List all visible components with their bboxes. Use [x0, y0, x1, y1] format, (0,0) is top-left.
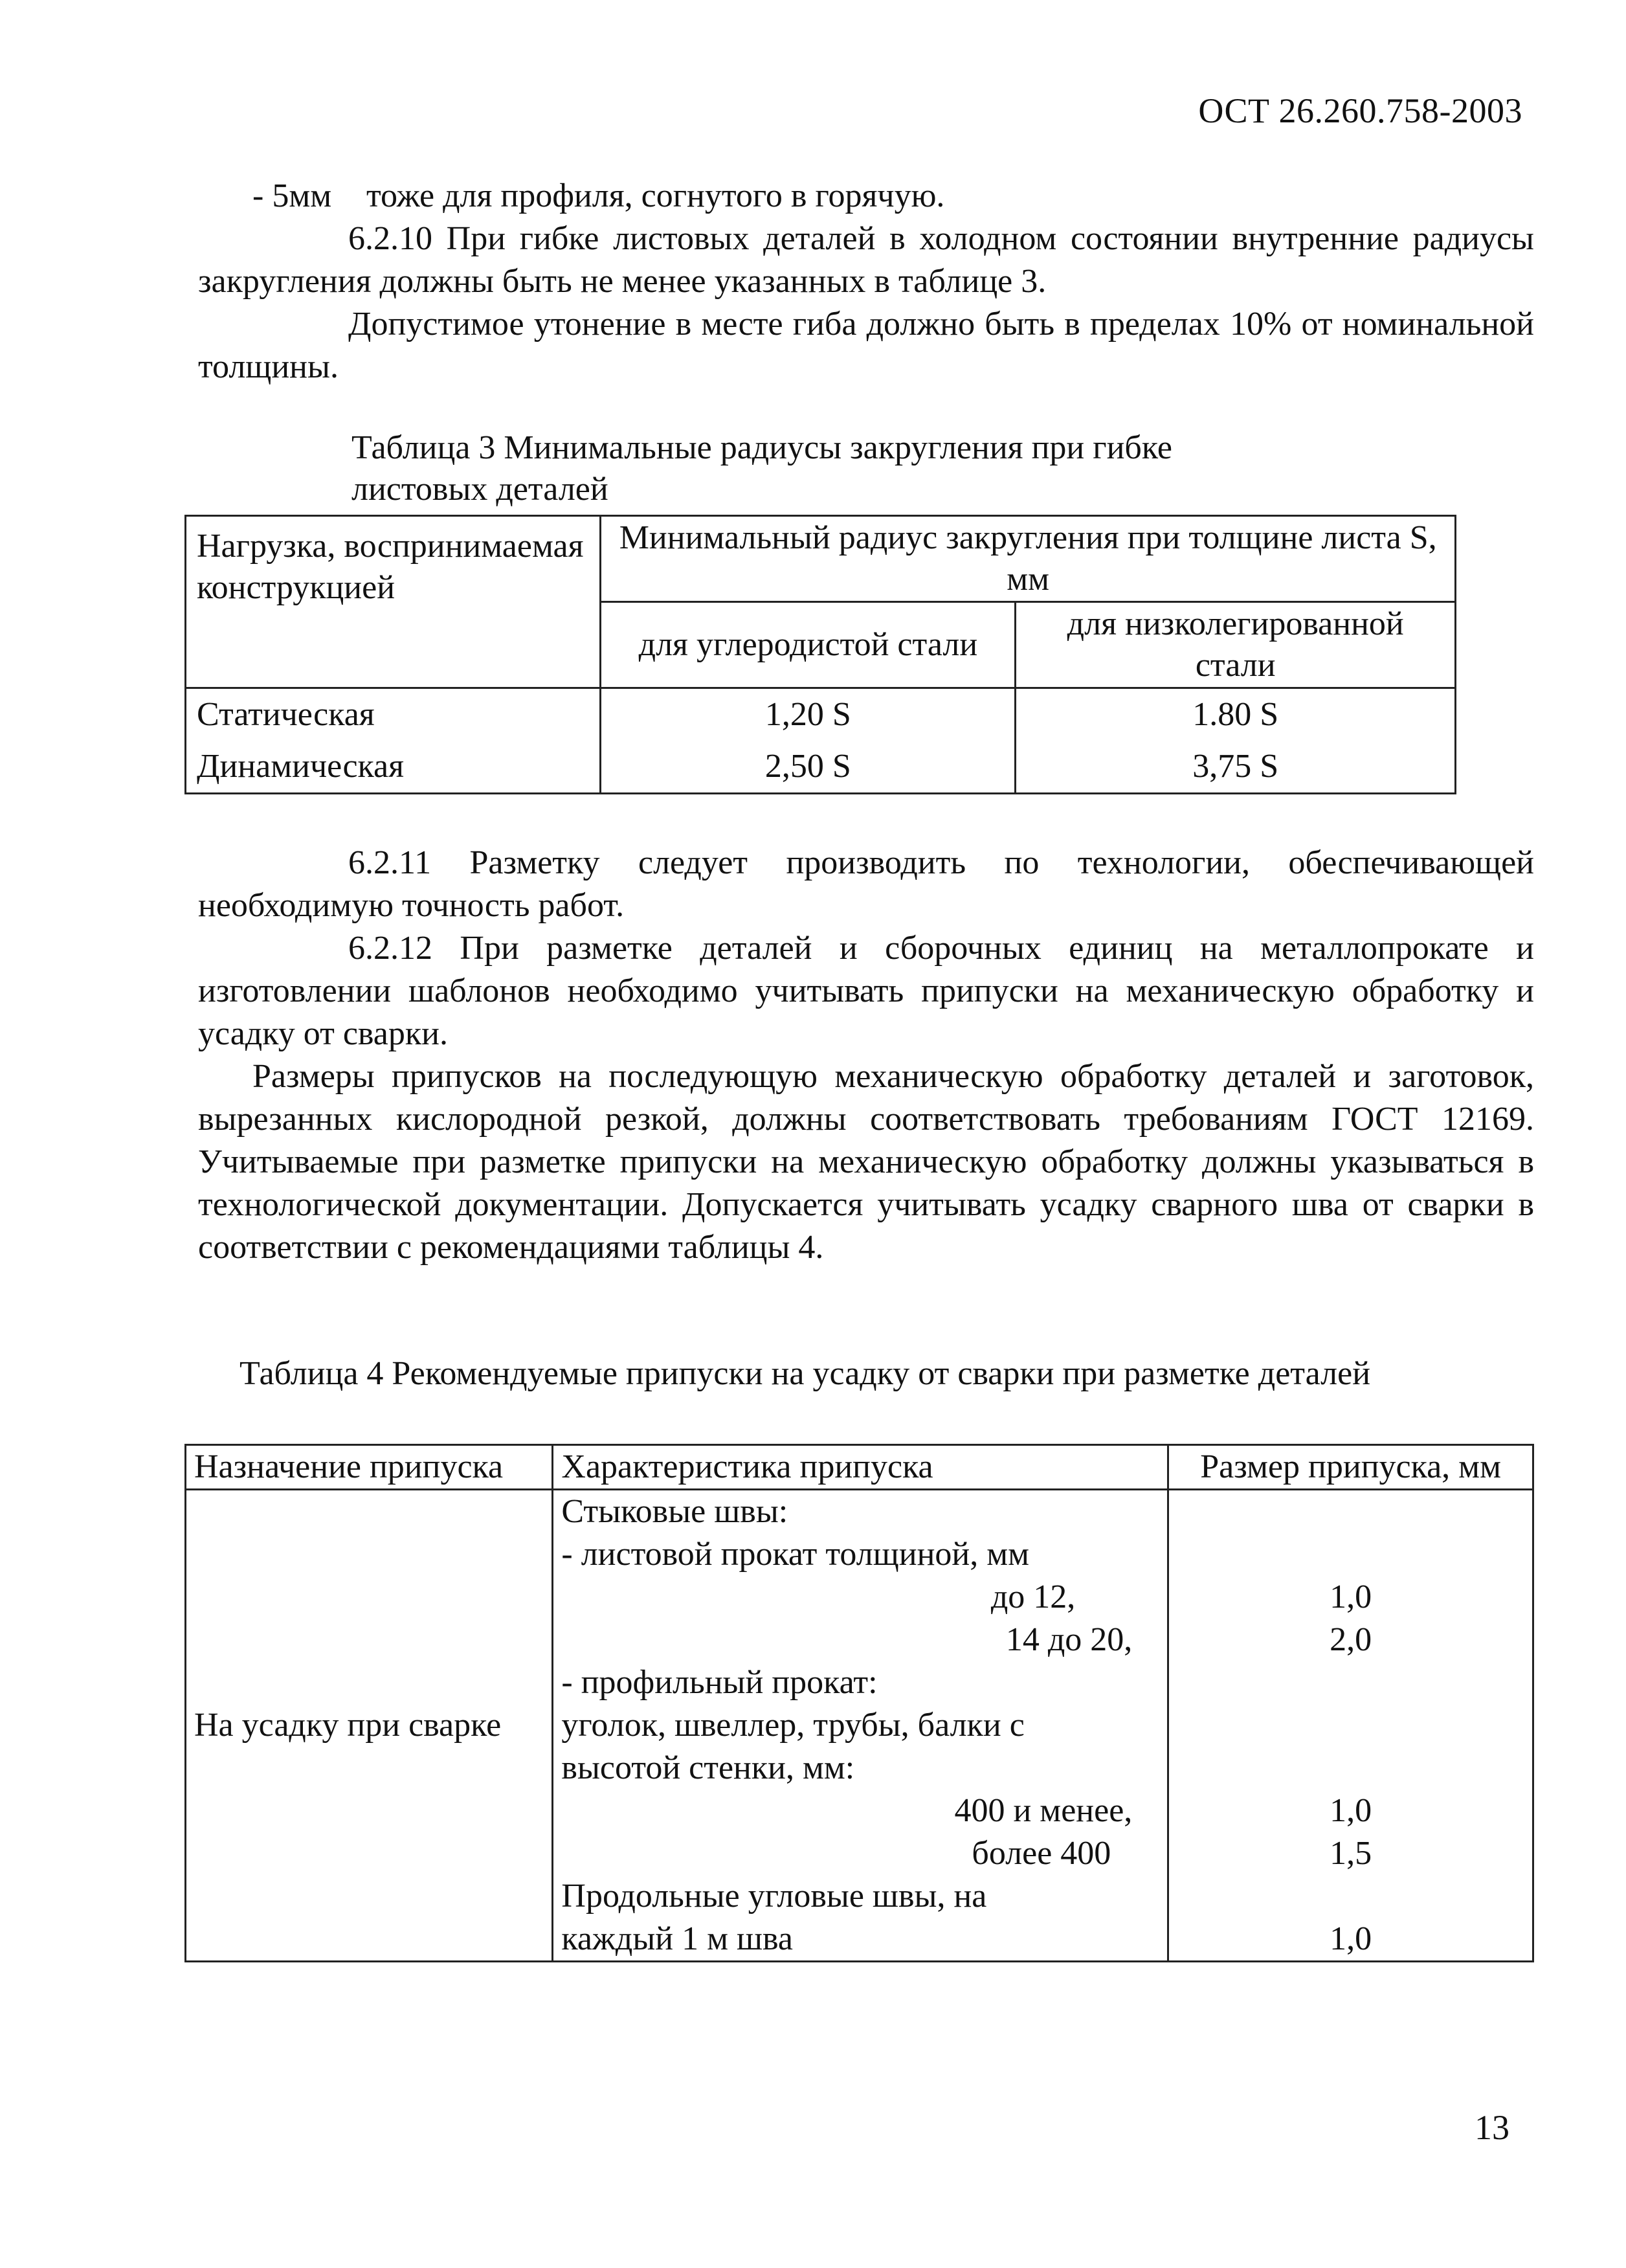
table4-head-purpose: Назначение припуска	[186, 1445, 553, 1490]
paragraph-6-2-11: 6.2.11 Разметку следует производить по технологии, обеспечивающей необходимую точность работ.	[198, 844, 1534, 924]
table4-caption: Таблица 4 Рекомендуемые припуски на усадку от сварки при разметке деталей	[239, 1355, 1371, 1392]
table4-header-row	[186, 1445, 1533, 1490]
table3-caption-line2: листовых деталей	[351, 471, 608, 508]
paragraph-6-2-12: 6.2.12 При разметке деталей и сборочных единиц на металлопрокате и изготовлении шаблонов необходимо учитывать припуски на механическую обработку и усадку от сварки.	[198, 930, 1534, 1052]
table4-head-size: Размер припуска, мм	[1168, 1445, 1533, 1490]
list-item: - профильный прокат:	[561, 1664, 878, 1701]
table4-cell-character	[553, 1490, 1168, 1962]
table3-cell-lowalloy: 3,75 S	[1016, 741, 1456, 794]
middle-text-block	[198, 842, 1534, 1269]
table-row	[186, 688, 1456, 741]
table3-cell-load: Динамическая	[186, 741, 601, 794]
list-item: Стыковые швы:	[561, 1493, 788, 1530]
table3-cell-carbon: 1,20 S	[601, 688, 1016, 741]
table3	[184, 515, 1456, 794]
list-item	[1177, 1490, 1524, 1533]
table4-head-character: Характеристика припуска	[553, 1445, 1168, 1490]
document-code: ОСТ 26.260.758-2003	[1198, 91, 1522, 130]
paragraph-allowances: Размеры припусков на последующую механическую обработку деталей и заготовок, вырезанных кислородной резкой, должны соответствовать требованиям ГОСТ 12169. Учитываемые при разметке припуски на механическую обработку должны указываться в технологической документации. Допускается учитывать усадку сварного шва от сварки в соответствии с рекомендациями таблицы 4.	[198, 1058, 1534, 1266]
table3-header-row1	[186, 516, 1456, 602]
list-item: 1,5	[1330, 1835, 1372, 1872]
list-item	[1177, 1875, 1524, 1918]
dash-item-text: тоже для профиля, согнутого в горячую.	[366, 177, 945, 214]
table3-cell-carbon: 2,50 S	[601, 741, 1016, 794]
table4	[184, 1444, 1534, 1962]
paragraph-thinning: Допустимое утонение в месте гиба должно быть в пределах 10% от номинальной толщины.	[198, 306, 1534, 385]
table3-cell-load: Статическая	[186, 688, 601, 741]
list-item: - листовой прокат толщиной, мм	[561, 1536, 1030, 1573]
table4-cell-size	[1168, 1490, 1533, 1962]
list-item: 2,0	[1330, 1621, 1372, 1658]
paragraph-6-2-10: 6.2.10 При гибке листовых деталей в холодном состоянии внутренние радиусы закругления должны быть не менее указанных в таблице 3.	[198, 220, 1534, 300]
page-number: 13	[1475, 2108, 1509, 2147]
list-item: Продольные угловые швы, на	[561, 1878, 987, 1914]
list-item: 400 и менее,	[954, 1792, 1133, 1829]
table3-caption	[351, 427, 1322, 510]
table3-head-carbon: для углеродистой стали	[601, 602, 1016, 688]
table3-head-radius: Минимальный радиус закругления при толщине листа S, мм	[601, 516, 1456, 602]
dash-item	[198, 175, 1534, 218]
list-item	[1177, 1661, 1524, 1704]
list-item: каждый 1 м шва	[561, 1920, 793, 1957]
list-item	[1177, 1704, 1524, 1747]
table-row	[186, 1490, 1533, 1962]
table4-cell-purpose: На усадку при сварке	[186, 1490, 553, 1962]
table3-head-lowalloy: для низколегированной стали	[1016, 602, 1456, 688]
list-item: 1,0	[1330, 1578, 1372, 1615]
list-item: 1,0	[1330, 1792, 1372, 1829]
list-item: 14 до 20,	[1005, 1621, 1133, 1658]
list-item	[1177, 1747, 1524, 1790]
table3-cell-lowalloy: 1.80 S	[1016, 688, 1456, 741]
list-item: высотой стенки, мм:	[561, 1749, 855, 1786]
table-row	[186, 741, 1456, 794]
dash-item-value: - 5мм	[252, 177, 332, 214]
table3-head-load: Нагрузка, воспринимаемая конструкцией	[186, 516, 601, 688]
list-item	[1177, 1533, 1524, 1576]
list-item: до 12,	[990, 1578, 1076, 1615]
table3-caption-line1: Таблица 3 Минимальные радиусы закругления при гибке	[351, 429, 1172, 466]
top-text-block	[198, 175, 1534, 388]
list-item: уголок, швеллер, трубы, балки с	[561, 1707, 1025, 1744]
list-item: более 400	[972, 1835, 1111, 1872]
list-item: 1,0	[1330, 1920, 1372, 1957]
